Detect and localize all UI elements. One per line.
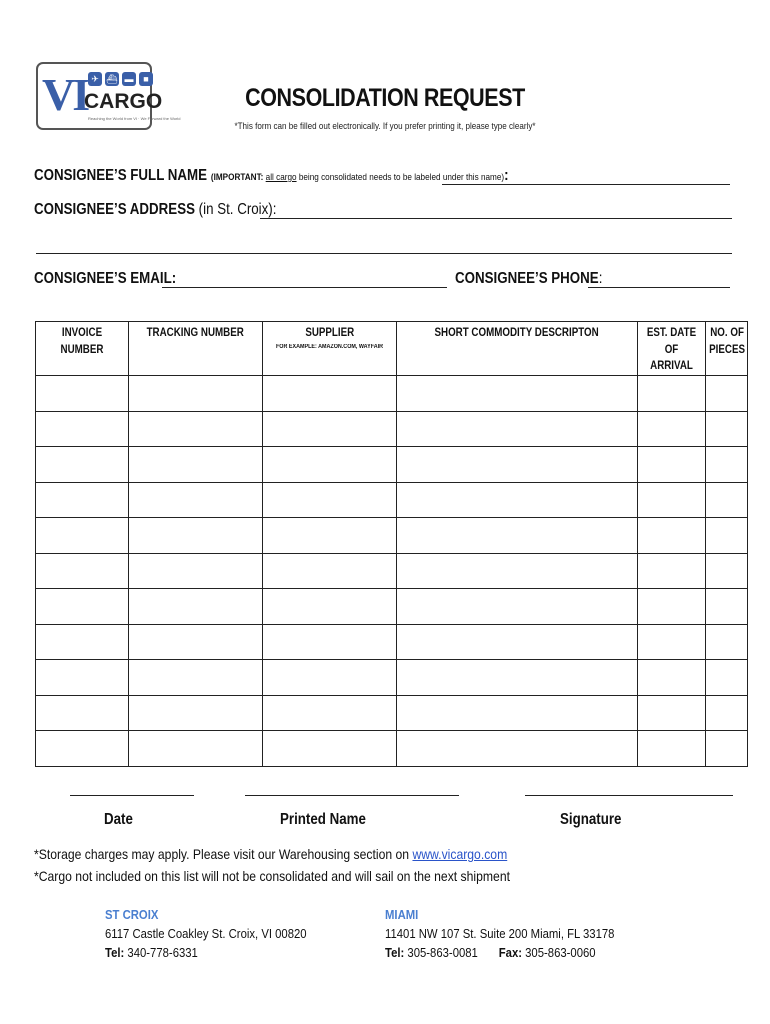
cell-number-of-pieces[interactable] bbox=[706, 731, 748, 767]
date-label: Date bbox=[104, 811, 133, 828]
cell-tracking-number[interactable] bbox=[129, 624, 263, 660]
cell-est-date-arrival[interactable] bbox=[638, 447, 706, 483]
cell-invoice-number[interactable] bbox=[36, 660, 129, 696]
cell-commodity-description[interactable] bbox=[397, 518, 638, 554]
cell-est-date-arrival[interactable] bbox=[638, 518, 706, 554]
cell-commodity-description[interactable] bbox=[397, 695, 638, 731]
header-commodity-description: SHORT COMMODITY DESCRIPTON bbox=[397, 322, 638, 376]
miami-address: 11401 NW 107 St. Suite 200 Miami, FL 33178 bbox=[385, 926, 615, 941]
table-row bbox=[36, 411, 748, 447]
cell-tracking-number[interactable] bbox=[129, 731, 263, 767]
consignee-name-note: (IMPORTANT: all cargo being consolidated needs to be labeled under this name) bbox=[210, 172, 505, 183]
stcroix-phone: Tel: 340-778-6331 bbox=[105, 945, 198, 960]
table-row bbox=[36, 695, 748, 731]
consignee-name-colon: : bbox=[504, 167, 509, 184]
cell-est-date-arrival[interactable] bbox=[638, 624, 706, 660]
printed-name-label: Printed Name bbox=[280, 811, 366, 828]
page-title: CONSOLIDATION REQUEST bbox=[245, 84, 525, 112]
cell-invoice-number[interactable] bbox=[36, 553, 129, 589]
cell-commodity-description[interactable] bbox=[397, 731, 638, 767]
cell-commodity-description[interactable] bbox=[397, 482, 638, 518]
cell-est-date-arrival[interactable] bbox=[638, 589, 706, 625]
cell-est-date-arrival[interactable] bbox=[638, 376, 706, 412]
box-icon: ■ bbox=[139, 72, 153, 86]
cell-tracking-number[interactable] bbox=[129, 553, 263, 589]
cell-est-date-arrival[interactable] bbox=[638, 660, 706, 696]
cell-number-of-pieces[interactable] bbox=[706, 482, 748, 518]
cell-number-of-pieces[interactable] bbox=[706, 553, 748, 589]
cell-supplier[interactable] bbox=[263, 553, 397, 589]
header-supplier-example: FOR EXAMPLE: AMAZON.COM, WAYFAIR bbox=[275, 343, 383, 350]
cell-est-date-arrival[interactable] bbox=[638, 411, 706, 447]
table-row bbox=[36, 660, 748, 696]
consignee-email-row bbox=[34, 270, 176, 288]
cell-invoice-number[interactable] bbox=[36, 695, 129, 731]
consignee-address-field-line2[interactable] bbox=[36, 253, 732, 254]
cell-invoice-number[interactable] bbox=[36, 589, 129, 625]
cell-supplier[interactable] bbox=[263, 695, 397, 731]
consignee-address-field[interactable] bbox=[260, 218, 732, 219]
stcroix-location bbox=[105, 905, 307, 962]
cell-invoice-number[interactable] bbox=[36, 731, 129, 767]
cell-supplier[interactable] bbox=[263, 482, 397, 518]
header-est-date-arrival: EST. DATE OF ARRIVAL bbox=[638, 322, 706, 376]
consignee-address-sublabel: (in St. Croix): bbox=[194, 201, 277, 218]
cell-tracking-number[interactable] bbox=[129, 695, 263, 731]
cell-number-of-pieces[interactable] bbox=[706, 447, 748, 483]
cell-est-date-arrival[interactable] bbox=[638, 553, 706, 589]
storage-notice bbox=[34, 846, 507, 862]
header-supplier: SUPPLIER FOR EXAMPLE: AMAZON.COM, WAYFAIR bbox=[263, 322, 397, 376]
cell-number-of-pieces[interactable] bbox=[706, 695, 748, 731]
cell-invoice-number[interactable] bbox=[36, 376, 129, 412]
consignee-address-row bbox=[34, 201, 276, 219]
consignee-phone-field[interactable] bbox=[588, 287, 730, 288]
stcroix-city: ST CROIX bbox=[105, 907, 159, 922]
cell-invoice-number[interactable] bbox=[36, 411, 129, 447]
cell-invoice-number[interactable] bbox=[36, 518, 129, 554]
consignee-email-field[interactable] bbox=[162, 287, 447, 288]
cell-tracking-number[interactable] bbox=[129, 447, 263, 483]
table-row bbox=[36, 482, 748, 518]
cell-number-of-pieces[interactable] bbox=[706, 589, 748, 625]
cell-commodity-description[interactable] bbox=[397, 589, 638, 625]
cell-commodity-description[interactable] bbox=[397, 447, 638, 483]
vicargo-website-link[interactable]: www.vicargo.com bbox=[412, 846, 508, 862]
cell-number-of-pieces[interactable] bbox=[706, 624, 748, 660]
cell-number-of-pieces[interactable] bbox=[706, 411, 748, 447]
cell-commodity-description[interactable] bbox=[397, 411, 638, 447]
cell-supplier[interactable] bbox=[263, 518, 397, 554]
cell-supplier[interactable] bbox=[263, 447, 397, 483]
cell-supplier[interactable] bbox=[263, 660, 397, 696]
cell-tracking-number[interactable] bbox=[129, 660, 263, 696]
stcroix-address: 6117 Castle Coakley St. Croix, VI 00820 bbox=[105, 926, 307, 941]
cell-commodity-description[interactable] bbox=[397, 660, 638, 696]
cargo-notice: *Cargo not included on this list will not be consolidated and will sail on the next shipment bbox=[34, 868, 510, 884]
consignee-phone-row bbox=[455, 270, 602, 288]
cell-est-date-arrival[interactable] bbox=[638, 482, 706, 518]
storage-notice-text: *Storage charges may apply. Please visit our Warehousing section on bbox=[34, 846, 413, 862]
cell-number-of-pieces[interactable] bbox=[706, 376, 748, 412]
table-row bbox=[36, 376, 748, 412]
cell-number-of-pieces[interactable] bbox=[706, 660, 748, 696]
logo-tagline: Reaching the World from VI · We Forward the World bbox=[88, 116, 181, 121]
cell-supplier[interactable] bbox=[263, 411, 397, 447]
ship-icon: ⛴ bbox=[106, 74, 118, 84]
cell-invoice-number[interactable] bbox=[36, 624, 129, 660]
cell-commodity-description[interactable] bbox=[397, 624, 638, 660]
cell-tracking-number[interactable] bbox=[129, 482, 263, 518]
cell-invoice-number[interactable] bbox=[36, 482, 129, 518]
printed-name-field[interactable] bbox=[245, 795, 459, 796]
logo-vi-text: VI bbox=[42, 69, 88, 120]
miami-phone-fax: Tel: 305-863-0081 Fax: 305-863-0060 bbox=[385, 945, 596, 960]
cell-supplier[interactable] bbox=[263, 589, 397, 625]
plane-icon: ✈ bbox=[88, 72, 102, 86]
miami-location bbox=[385, 905, 614, 962]
table-header-row bbox=[36, 322, 748, 376]
consignee-phone-colon: : bbox=[598, 270, 603, 287]
signature-label: Signature bbox=[560, 811, 622, 828]
table-body bbox=[36, 376, 748, 767]
table-row bbox=[36, 731, 748, 767]
form-instructions: *This form can be filled out electronically. If you prefer printing it, please type clearly* bbox=[234, 121, 536, 132]
header-tracking-number: TRACKING NUMBER bbox=[129, 322, 263, 376]
miami-city: MIAMI bbox=[385, 907, 419, 922]
cell-commodity-description[interactable] bbox=[397, 553, 638, 589]
consolidation-items-table bbox=[35, 321, 748, 767]
consignee-address-label: CONSIGNEE’S ADDRESS bbox=[34, 201, 195, 218]
cell-supplier[interactable] bbox=[263, 731, 397, 767]
consignee-name-label: CONSIGNEE’S FULL NAME bbox=[34, 167, 208, 184]
consignee-name-row bbox=[34, 167, 509, 185]
table-row bbox=[36, 447, 748, 483]
consignee-phone-label: CONSIGNEE’S PHONE bbox=[455, 270, 599, 287]
cell-number-of-pieces[interactable] bbox=[706, 518, 748, 554]
cell-invoice-number[interactable] bbox=[36, 447, 129, 483]
table-row bbox=[36, 589, 748, 625]
cell-tracking-number[interactable] bbox=[129, 376, 263, 412]
cell-est-date-arrival[interactable] bbox=[638, 695, 706, 731]
header-number-of-pieces: NO. OF PIECES bbox=[706, 322, 748, 376]
consignee-email-label: CONSIGNEE’S EMAIL: bbox=[34, 270, 177, 287]
cell-tracking-number[interactable] bbox=[129, 518, 263, 554]
cell-tracking-number[interactable] bbox=[129, 411, 263, 447]
signature-field[interactable] bbox=[525, 795, 733, 796]
cell-tracking-number[interactable] bbox=[129, 589, 263, 625]
date-field[interactable] bbox=[70, 795, 194, 796]
table-row bbox=[36, 624, 748, 660]
table-row bbox=[36, 553, 748, 589]
truck-icon: ▬ bbox=[122, 72, 136, 86]
cell-supplier[interactable] bbox=[263, 376, 397, 412]
consignee-name-field[interactable] bbox=[442, 184, 730, 185]
table-row bbox=[36, 518, 748, 554]
cell-supplier[interactable] bbox=[263, 624, 397, 660]
header-invoice-number: INVOICE NUMBER bbox=[36, 322, 129, 376]
logo-cargo-text: CARGO bbox=[84, 90, 163, 113]
cell-est-date-arrival[interactable] bbox=[638, 731, 706, 767]
cell-commodity-description[interactable] bbox=[397, 376, 638, 412]
